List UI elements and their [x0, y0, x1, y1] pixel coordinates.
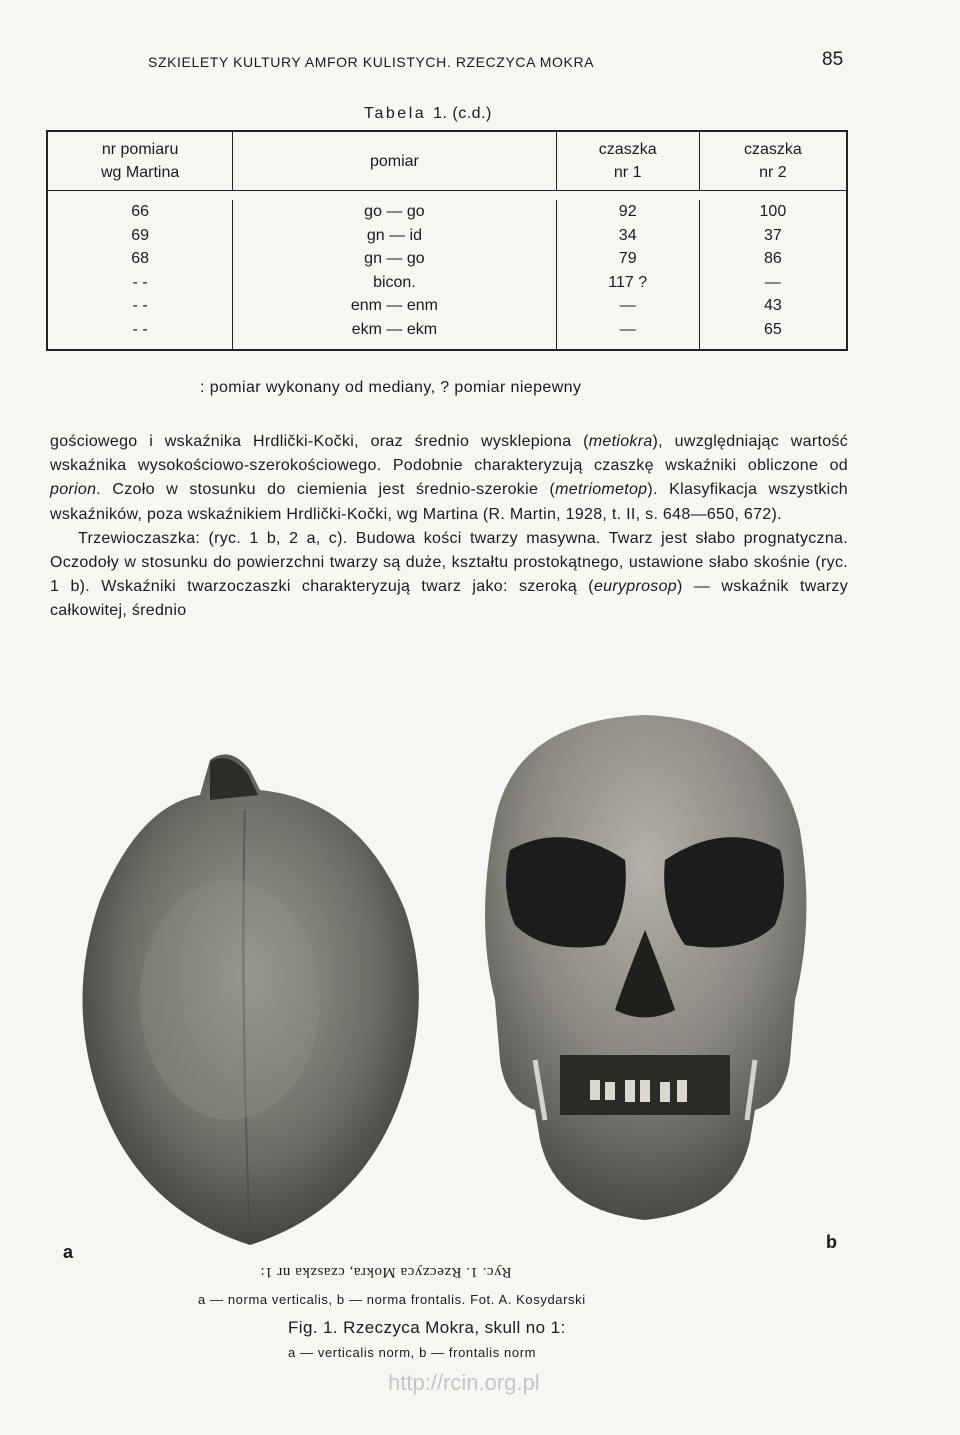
measurement-table: [46, 130, 848, 351]
cell-pomiar: go — go: [233, 200, 556, 224]
figure-caption-polish: a — norma verticalis, b — norma frontalis. Fot. A. Kosydarski: [198, 1292, 586, 1307]
italic-term: metriometop: [555, 481, 648, 499]
cell-c2: 100: [699, 200, 847, 224]
cell-nr: 68: [47, 247, 233, 271]
header-text: nr 2: [759, 164, 787, 181]
divider-cell: [47, 191, 847, 201]
text-run: ). Klasyfikacja wszystkich wskaźników, poza wskaźnikiem Hrdlički-Kočki, wg Martina (R. Martin, 1928, t. II, s. 648—650, 672).: [50, 481, 848, 523]
figure-caption-english: a — verticalis norm, b — frontalis norm: [288, 1345, 537, 1360]
header-text: czaszka: [598, 141, 657, 158]
cell-c1: —: [556, 318, 699, 351]
text-run: ) — wskaźnik twarzy całkowitej, średnio: [50, 578, 848, 620]
cell-nr: - -: [47, 294, 233, 318]
cell-c2: 43: [699, 294, 847, 318]
cell-c1: 79: [556, 247, 699, 271]
cell-pomiar: bicon.: [233, 271, 556, 295]
header-text: nr pomiaru: [101, 141, 179, 158]
cell-pomiar: gn — id: [233, 224, 556, 248]
figure-label-a: a: [63, 1242, 74, 1262]
figure-caption-english-title: Fig. 1. Rzeczyca Mokra, skull no 1:: [288, 1318, 566, 1337]
cell-c1: 34: [556, 224, 699, 248]
mirrored-caption: Ryc. 1. Rzeczyca Mokra, czaszka nr 1:: [260, 1264, 512, 1280]
table-caption: [364, 105, 492, 123]
cell-pomiar: enm — enm: [233, 294, 556, 318]
table-divider: [47, 191, 847, 201]
header-pomiar: pomiar: [233, 131, 556, 191]
watermark: http://rcin.org.pl: [388, 1370, 540, 1395]
cell-c2: 86: [699, 247, 847, 271]
figure-label-b: b: [826, 1232, 837, 1252]
header-czaszka-2: [699, 131, 847, 191]
cell-c1: —: [556, 294, 699, 318]
table-header-row: [47, 131, 847, 191]
paragraph: [50, 527, 848, 624]
table-row: [47, 224, 847, 248]
cell-nr: 66: [47, 200, 233, 224]
page-number: 85: [822, 49, 844, 70]
cell-pomiar: gn — go: [233, 247, 556, 271]
text-run: Trzewioczaszka: (ryc. 1 b, 2 a, c). Budowa kości twarzy masywna. Twarz jest słabo prognatyczna. Oczodoły w stosunku do powierzchni twarzy są duże, kształtu prostokątnego, ustawione słabo skośnie (ryc. 1 b). Wskaźniki twarzoczaszki charakteryzują twarz jako: szeroką (: [50, 529, 848, 596]
italic-term: euryprosop: [593, 578, 677, 596]
skull-frontal-photo: [455, 700, 835, 1230]
table-row: [47, 247, 847, 271]
table-footnote: : pomiar wykonany od mediany, ? pomiar niepewny: [200, 379, 582, 396]
header-text: czaszka: [743, 141, 802, 158]
cell-nr: 69: [47, 224, 233, 248]
header-nr-pomiaru: [47, 131, 233, 191]
cell-c2: 37: [699, 224, 847, 248]
paragraph: [50, 430, 848, 527]
cell-c1: 117 ?: [556, 271, 699, 295]
text-run: . Czoło w stosunku do ciemienia jest średnio-szerokie (: [96, 481, 556, 499]
header-czaszka-1: [556, 131, 699, 191]
text-run: gościowego i wskaźnika Hrdlički-Kočki, oraz średnio wysklepiona (: [50, 433, 589, 450]
table-caption-number: 1. (c.d.): [433, 105, 492, 122]
italic-term: metiokra: [588, 433, 653, 450]
table-row: [47, 271, 847, 295]
cell-nr: - -: [47, 271, 233, 295]
table-row: [47, 318, 847, 351]
cell-nr: - -: [47, 318, 233, 351]
text-run: ), uwzględniając wartość wskaźnika wysokościowo-szerokościowego. Podobnie charakteryzują czaszkę wskaźniki obliczone od: [50, 433, 849, 475]
cell-pomiar: ekm — ekm: [233, 318, 556, 351]
header-text: nr 1: [613, 164, 642, 181]
running-header: SZKIELETY KULTURY AMFOR KULISTYCH. RZECZYCA MOKRA: [148, 54, 595, 70]
table-row: [47, 200, 847, 224]
cell-c1: 92: [556, 200, 699, 224]
cell-c2: —: [699, 271, 847, 295]
table-caption-label: Tabela: [364, 105, 427, 122]
italic-term: porion: [50, 481, 97, 499]
body-text: [50, 430, 848, 624]
table-row: [47, 294, 847, 318]
skull-vertical-photo: [60, 740, 440, 1260]
cell-c2: 65: [699, 318, 847, 351]
header-text: wg Martina: [100, 164, 180, 181]
